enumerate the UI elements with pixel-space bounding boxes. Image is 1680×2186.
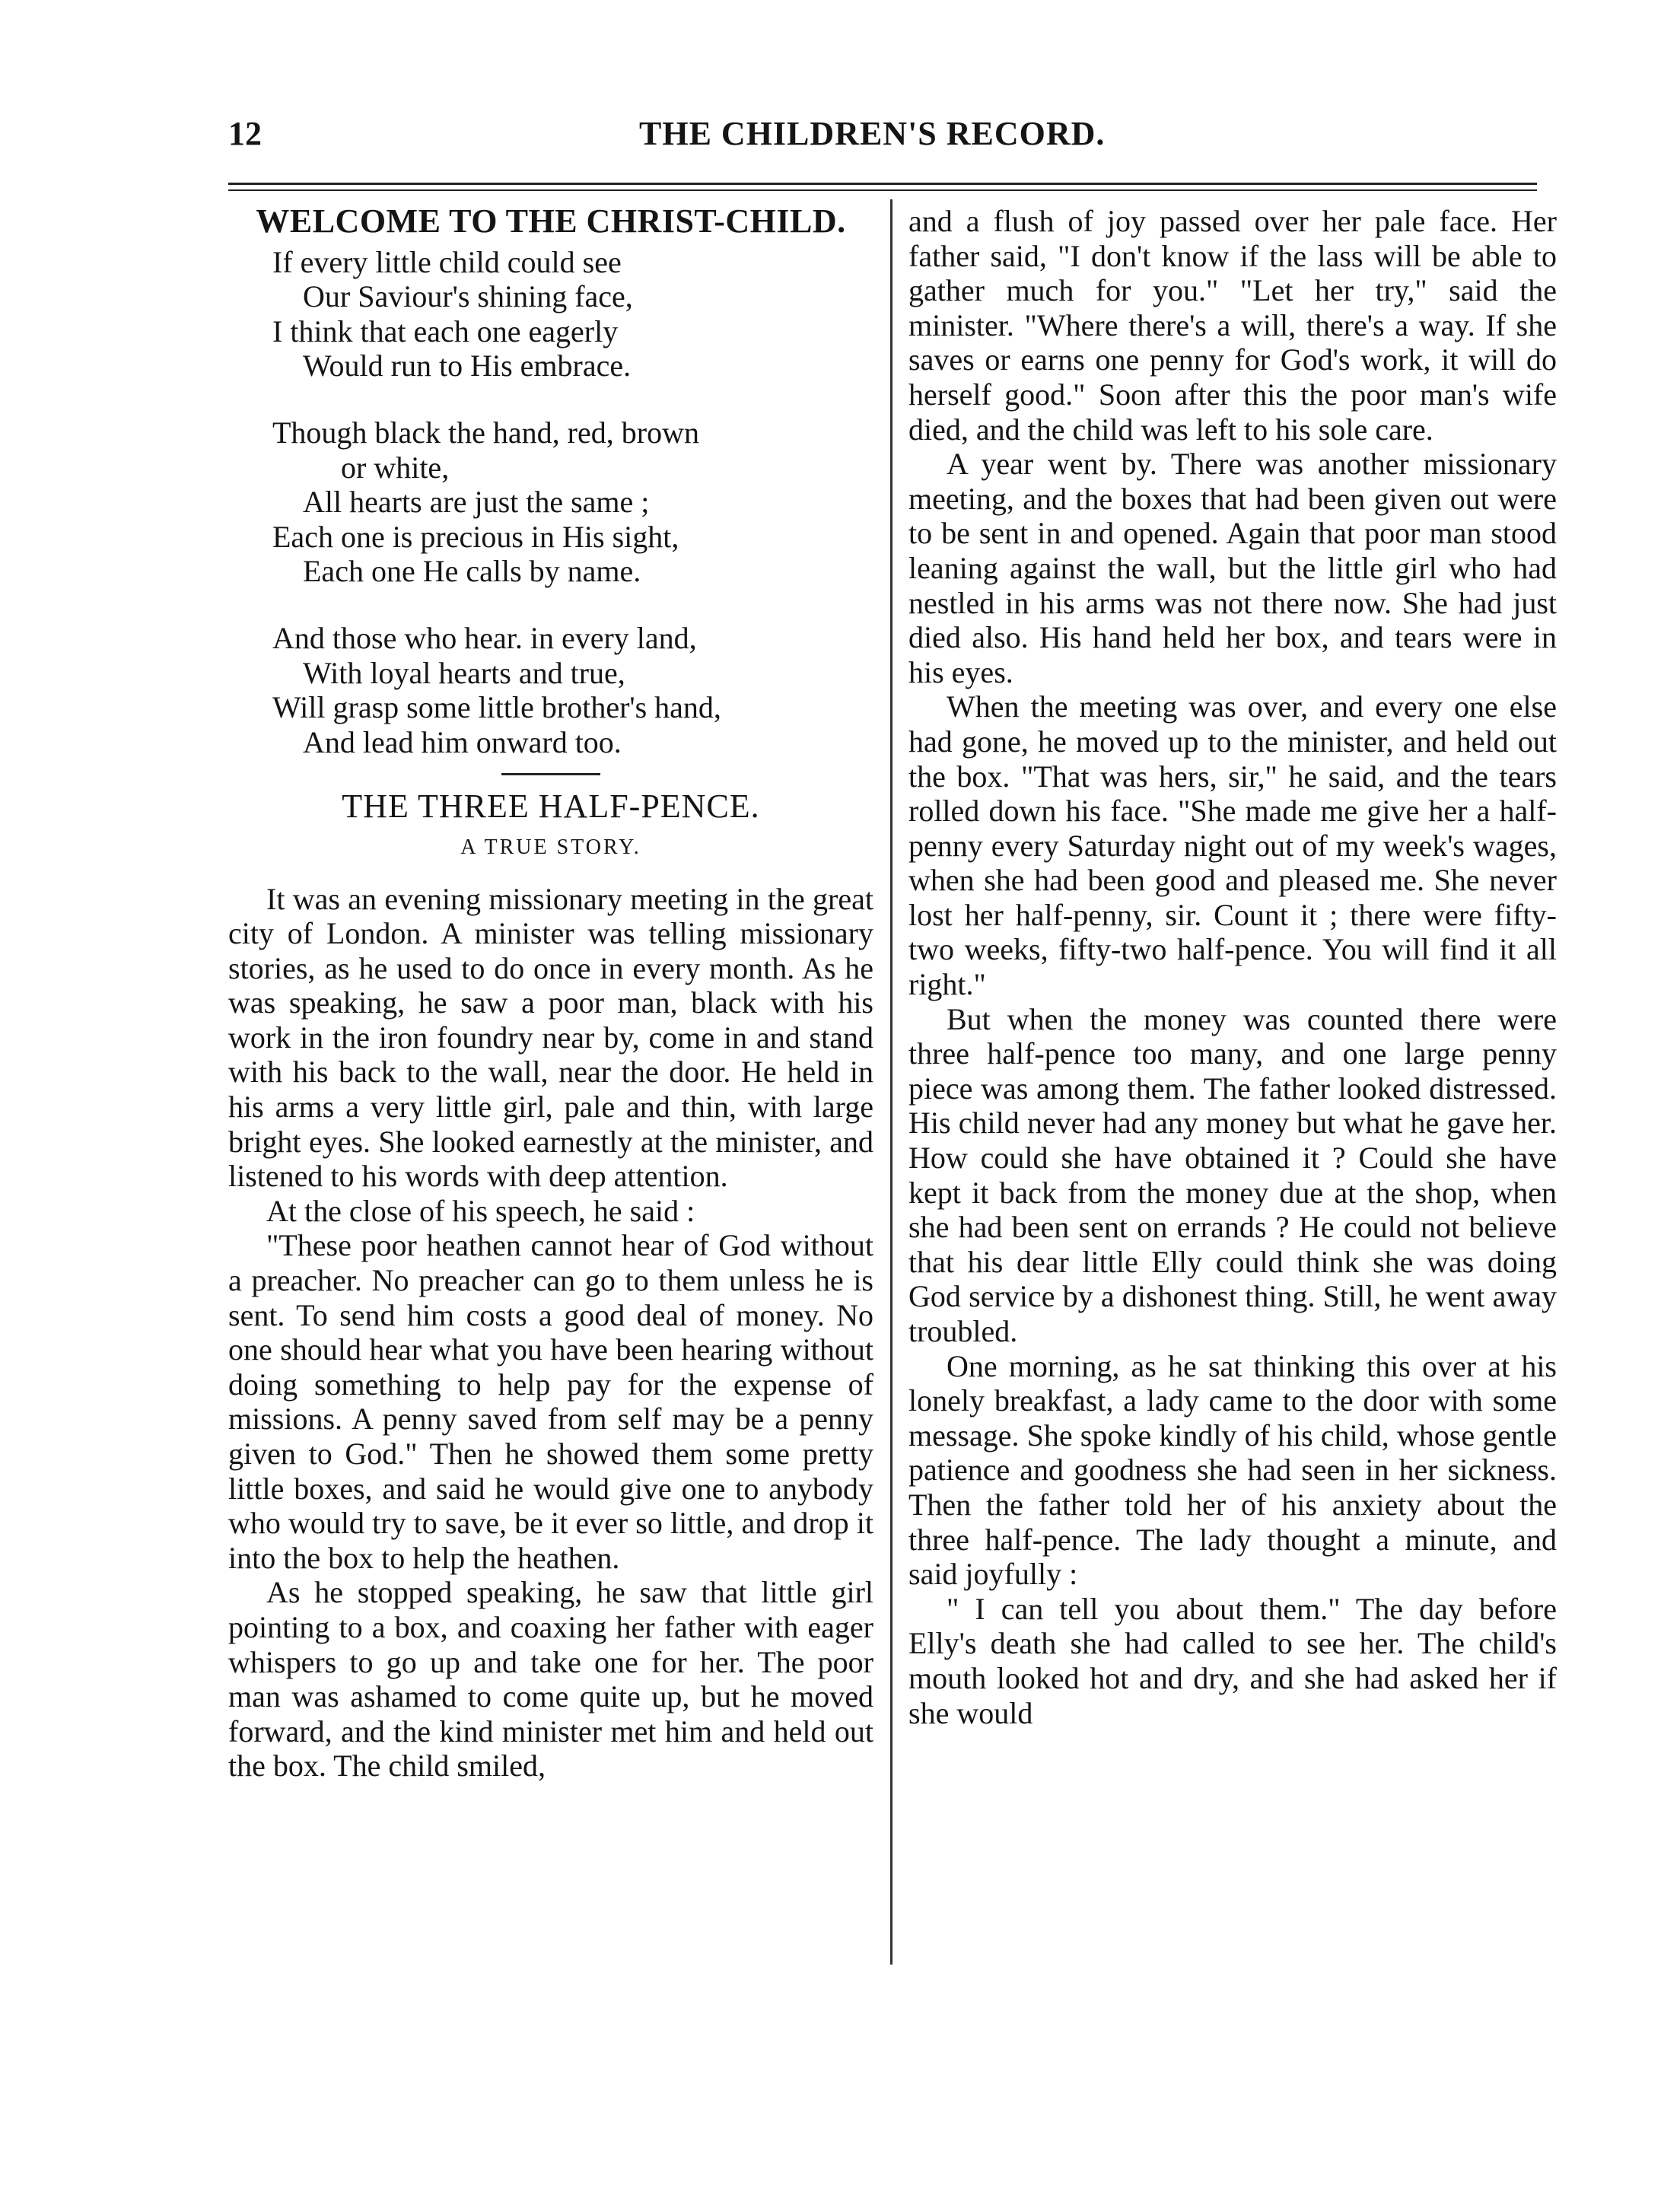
column-divider bbox=[890, 199, 892, 1965]
poem-line: Would run to His embrace. bbox=[303, 348, 632, 383]
poem-line: With loyal hearts and true, bbox=[303, 655, 625, 690]
story-paragraph: A year went by. There was another missionary meeting, and the boxes that had been given out were to be sent in and opened. Again that poor man stood leaning against the wall, but the little girl who had nestled in his arms was not there now. She had just died also. His hand held her box, and tears were in his eyes. bbox=[908, 447, 1557, 689]
poem-line: I think that each one eagerly bbox=[272, 313, 619, 348]
poem-line: Though black the hand, red, brown bbox=[272, 415, 699, 450]
poem-title: WELCOME TO THE CHRIST-CHILD. bbox=[256, 202, 846, 240]
page-number: 12 bbox=[228, 115, 262, 152]
poem-line: And those who hear. in every land, bbox=[272, 620, 697, 655]
story-paragraph: and a flush of joy passed over her pale face. Her father said, "I don't know if the lass will be able to gather much for you." "Let her try," said the minister. "Where there's a will, there's a way. If she saves or earns one penny for God's work, it will do herself good." Soon after this the poor man's wife died, and the child was left to his sole care. bbox=[908, 204, 1557, 447]
section-divider bbox=[501, 773, 600, 775]
header-rule-thin bbox=[228, 189, 1537, 191]
poem-line: And lead him onward too. bbox=[303, 724, 622, 759]
poem-line: Each one is precious in His sight, bbox=[272, 519, 679, 554]
right-column bbox=[908, 204, 1557, 1730]
story-paragraph: It was an evening missionary meeting in the great city of London. A minister was telling missionary stories, as he used to do once in every month. As he was speaking, he saw a poor man, black with his work in the iron foundry near by, come in and stand with his back to the wall, near the door. He held in his arms a very little girl, pale and thin, with large bright eyes. She looked earnestly at the minister, and listened to his words with deep attention. bbox=[228, 881, 873, 1194]
story-subtitle: A TRUE STORY. bbox=[460, 835, 641, 859]
poem-line: If every little child could see bbox=[272, 244, 622, 279]
poem-line: Each one He calls by name. bbox=[303, 554, 641, 589]
left-column bbox=[228, 204, 873, 1783]
poem-line: or white, bbox=[341, 450, 450, 485]
running-head: THE CHILDREN'S RECORD. bbox=[639, 115, 1106, 152]
page-header bbox=[228, 114, 1537, 160]
story-paragraph: When the meeting was over, and every one else had gone, he moved up to the minister, and held out the box. "That was hers, sir," he said, and the tears rolled down his face. "She made me give her a half-penny every Saturday night out of my week's wages, when she had been good and pleased me. She never lost her half-penny, sir. Count it ; there were fifty-two weeks, fifty-two half-pence. You will find it all right." bbox=[908, 689, 1557, 1002]
story-paragraph: At the close of his speech, he said : bbox=[266, 1193, 695, 1228]
poem-line: All hearts are just the same ; bbox=[303, 485, 650, 520]
story-paragraph: " I can tell you about them." The day before Elly's death she had called to see her. The child's mouth looked hot and dry, and she had asked her if she would bbox=[908, 1591, 1557, 1730]
poem-stanza bbox=[228, 415, 873, 589]
poem-stanza bbox=[228, 621, 873, 759]
story-paragraph: As he stopped speaking, he saw that little girl pointing to a box, and coaxing her father with eager whispers to go up and take one for her. The poor man was ashamed to come quite up, but he moved forward, and the kind minister met him and held out the box. The child smiled, bbox=[228, 1575, 873, 1783]
poem-line: Our Saviour's shining face, bbox=[303, 279, 633, 314]
story-paragraph: One morning, as he sat thinking this over at his lonely breakfast, a lady came to the door with some message. She spoke kindly of his child, whose gentle patience and goodness she had seen in her sickness. Then the father told her of his anxiety about the three half-pence. The lady thought a minute, and said joyfully : bbox=[908, 1348, 1557, 1592]
story-paragraph: "These poor heathen cannot hear of God without a preacher. No preacher can go to them unless he is sent. To send him costs a good deal of money. No one should hear what you have been hearing without doing something to help pay for the expense of missions. A penny saved from self may be a penny given to God." Then he showed them some pretty little boxes, and said he would give one to anybody who would try to save, be it ever so little, and drop it into the box to help the heathen. bbox=[228, 1228, 873, 1575]
poem-stanza bbox=[228, 245, 873, 383]
poem bbox=[228, 245, 873, 760]
story-title: THE THREE HALF-PENCE. bbox=[342, 788, 760, 826]
story-paragraph: But when the money was counted there were three half-pence too many, and one large penny piece was among them. The father looked distressed. His child never had any money but what he gave her. How could she have obtained it ? Could she have kept it back from the money due at the shop, when she had been sent on errands ? He could not believe that his dear little Elly could think she was doing God service by a dishonest thing. Still, he went away troubled. bbox=[908, 1001, 1557, 1348]
header-rule bbox=[228, 183, 1537, 185]
poem-line: Will grasp some little brother's hand, bbox=[272, 690, 721, 725]
